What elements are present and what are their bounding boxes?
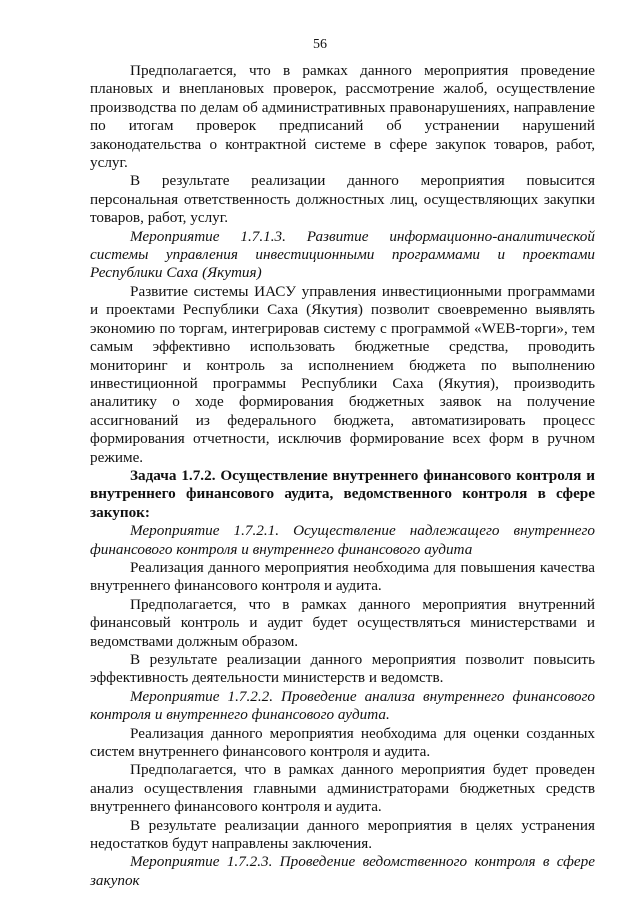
measure-heading-1-7-2-1: Мероприятие 1.7.2.1. Осуществление надлежащего внутреннего финансового контроля и внутреннего финансового аудита	[90, 522, 595, 558]
paragraph-responsibility: В результате реализации данного мероприятия повысится персональная ответственность должностных лиц, осуществляющих закупки товаров, работ, услуг.	[90, 172, 595, 227]
paragraph-iasu-development: Развитие системы ИАСУ управления инвестиционными программами и проектами Республики Саха (Якутия) позволит своевременно выявлять экономию по торгам, интегрировав систему с программой «WEB-торги», тем самым эффективно использовать бюджетные средства, проводить мониторинг и контроль за исполнением бюджета по выполнению инвестиционной программы Республики Саха (Якутия), производить аналитику о ходе формирования бюджетных заявок на получение ассигнований из федерального бюджета, автоматизировать процесс формирования отчетности, исключив формирование всех форм в ручном режиме.	[90, 282, 595, 466]
paragraph-inspections: Предполагается, что в рамках данного мероприятия проведение плановых и внеплановых проверок, рассмотрение жалоб, осуществление производства по делам об административных правонарушениях, направление по итогам проверок предписаний об устранении нарушений законодательства о контрактной системе в сфере закупок товаров, работ, услуг.	[90, 62, 595, 172]
measure-heading-1-7-1-3: Мероприятие 1.7.1.3. Развитие информационно-аналитической системы управления инвестиционными программами и проектами Республики Саха (Якутия)	[90, 227, 595, 282]
page-number: 56	[313, 37, 327, 52]
task-heading-1-7-2: Задача 1.7.2. Осуществление внутреннего финансового контроля и внутреннего финансового аудита, ведомственного контроля в сфере закупок:	[90, 466, 595, 521]
measure-heading-1-7-2-2: Мероприятие 1.7.2.2. Проведение анализа внутреннего финансового контроля и внутреннего финансового аудита.	[90, 687, 595, 724]
paragraph-assessment: Реализация данного мероприятия необходима для оценки созданных систем внутреннего финансового контроля и аудита.	[90, 724, 595, 761]
document-body	[90, 62, 595, 890]
paragraph-quality: Реализация данного мероприятия необходима для повышения качества внутреннего финансового контроля и аудита.	[90, 558, 595, 595]
measure-heading-1-7-2-3: Мероприятие 1.7.2.3. Проведение ведомственного контроля в сфере закупок	[90, 853, 595, 889]
paragraph-ministries-control: Предполагается, что в рамках данного мероприятия внутренний финансовый контроль и аудит будет осуществляться министерствами и ведомствами должным образом.	[90, 595, 595, 650]
paragraph-analysis: Предполагается, что в рамках данного мероприятия будет проведен анализ осуществления главными администраторами бюджетных средств внутреннего финансового контроля и аудита.	[90, 761, 595, 816]
paragraph-efficiency: В результате реализации данного мероприятия позволит повысить эффективность деятельности министерств и ведомств.	[90, 651, 595, 687]
paragraph-conclusions: В результате реализации данного мероприятия в целях устранения недостатков будут направлены заключения.	[90, 816, 595, 853]
